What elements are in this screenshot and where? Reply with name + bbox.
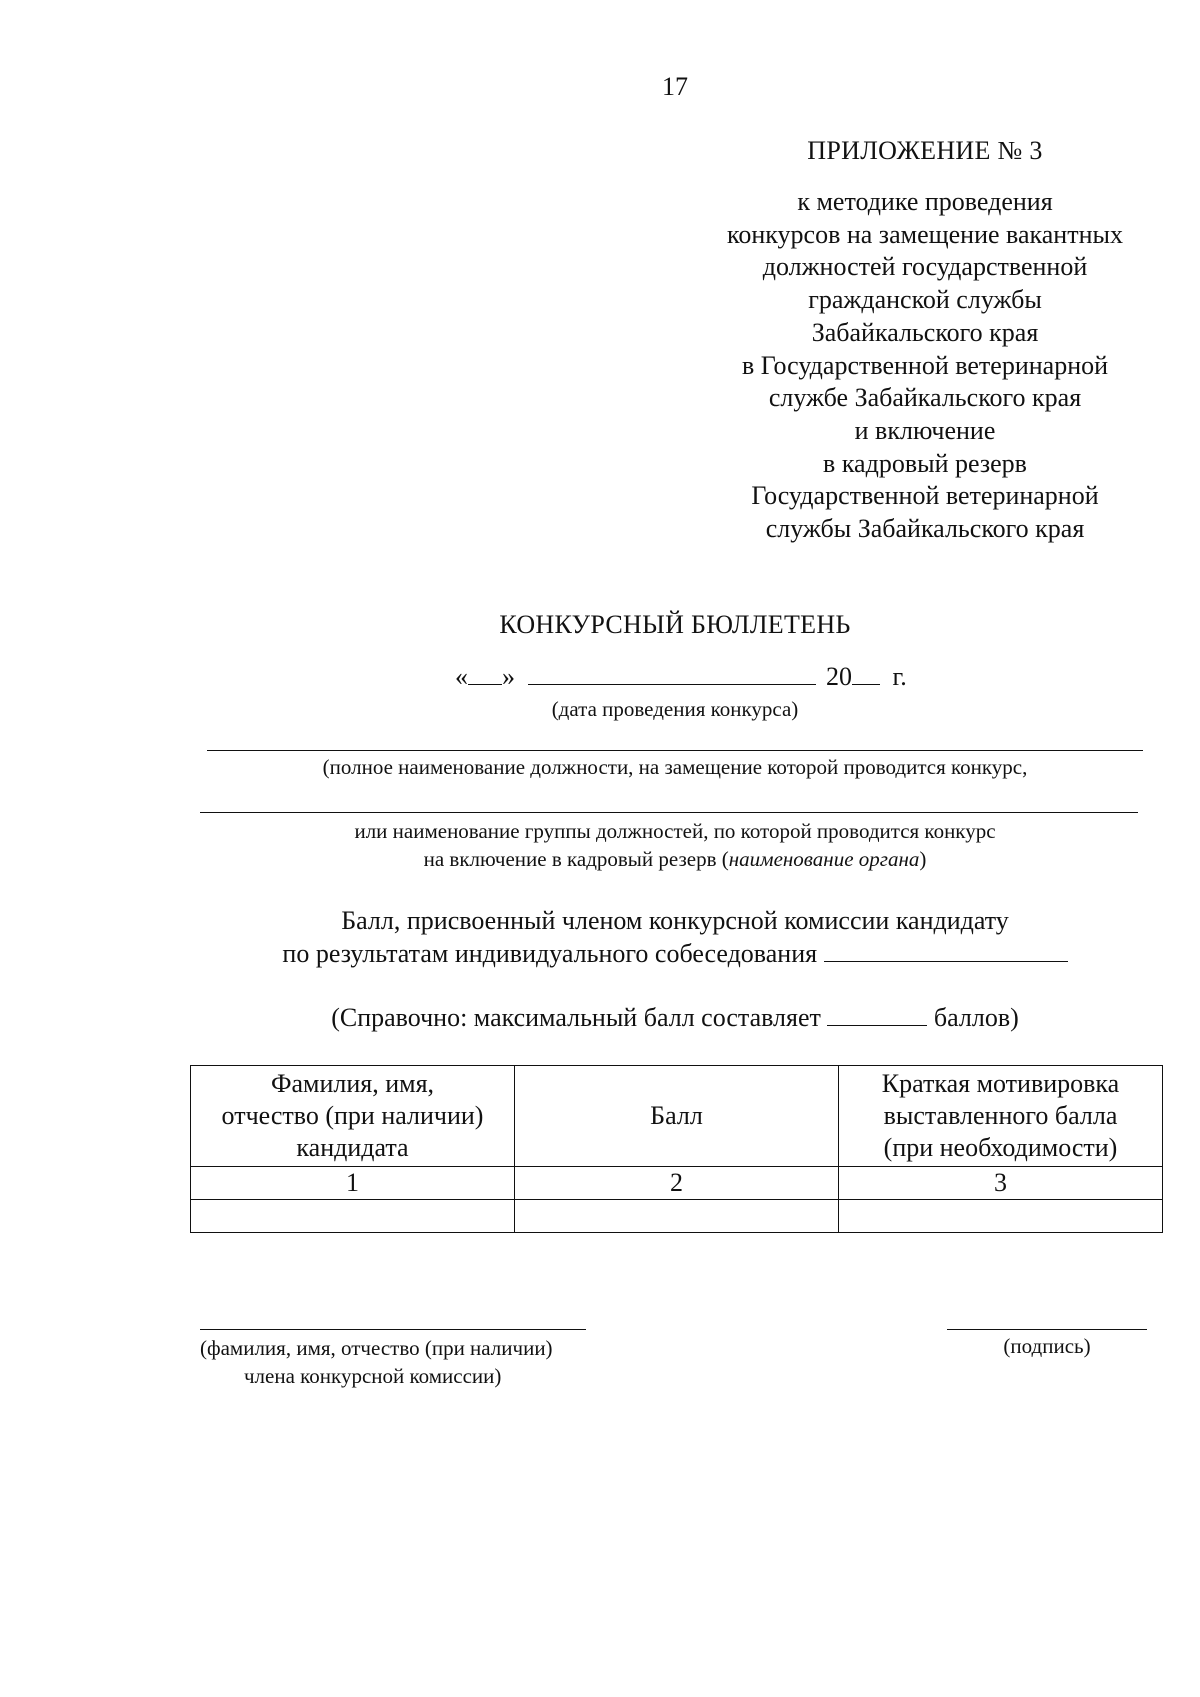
table-number-row bbox=[191, 1167, 1163, 1200]
max-score-blank bbox=[827, 1001, 927, 1026]
year-blank bbox=[852, 660, 880, 685]
score-cell[interactable] bbox=[515, 1200, 839, 1233]
header-line: кандидата bbox=[296, 1133, 409, 1162]
annex-title: ПРИЛОЖЕНИЕ № 3 bbox=[807, 136, 1043, 165]
signature-caption: (подпись) bbox=[1003, 1334, 1091, 1358]
date-close-quote: » bbox=[502, 662, 515, 691]
motivation-cell[interactable] bbox=[839, 1200, 1163, 1233]
page-number: 17 bbox=[662, 72, 688, 101]
date-row bbox=[455, 660, 907, 692]
year-suffix: г. bbox=[892, 662, 907, 691]
column-number: 1 bbox=[191, 1167, 515, 1200]
member-name-caption-line-1: (фамилия, имя, отчество (при наличии) bbox=[200, 1336, 553, 1360]
score-statement bbox=[0, 905, 1200, 970]
month-blank bbox=[528, 660, 816, 685]
year-prefix: 20 bbox=[826, 662, 852, 691]
column-number: 2 bbox=[515, 1167, 839, 1200]
max-score-suffix: баллов) bbox=[933, 1003, 1019, 1032]
organ-name-italic: наименование органа bbox=[728, 847, 920, 871]
position-group-blank-line bbox=[200, 812, 1138, 813]
header-line: Фамилия, имя, bbox=[270, 1069, 435, 1098]
position-blank-line bbox=[207, 750, 1143, 751]
reserve-caption-line bbox=[0, 845, 1200, 873]
position-group-caption bbox=[0, 817, 1200, 873]
reserve-caption-prefix: на включение в кадровый резерв ( bbox=[423, 847, 729, 871]
header-line: Краткая мотивировка bbox=[881, 1069, 1120, 1098]
member-name-blank-line bbox=[200, 1329, 586, 1330]
day-blank bbox=[468, 660, 502, 685]
score-line-2-text: по результатам индивидуального собеседования bbox=[282, 939, 818, 968]
max-score-note bbox=[0, 1001, 1200, 1033]
table-row bbox=[191, 1200, 1163, 1233]
position-caption: (полное наименование должности, на замещение которой проводится конкурс, bbox=[322, 755, 1028, 779]
candidate-name-cell[interactable] bbox=[191, 1200, 515, 1233]
header-candidate-name bbox=[191, 1066, 515, 1167]
annex-line: в кадровый резерв bbox=[823, 448, 1027, 478]
member-name-caption bbox=[200, 1334, 553, 1390]
annex-line: Забайкальского края bbox=[811, 317, 1039, 347]
member-name-caption-line-2: члена конкурсной комиссии) bbox=[244, 1364, 502, 1388]
signature-blank-line bbox=[947, 1329, 1147, 1330]
annex-line: Государственной ветеринарной bbox=[751, 481, 1099, 511]
annex-line: службе Забайкальского края bbox=[768, 383, 1082, 413]
annex-line: службы Забайкальского края bbox=[765, 514, 1085, 544]
annex-line: к методике проведения bbox=[797, 187, 1053, 216]
max-score-prefix: (Справочно: максимальный балл составляет bbox=[331, 1003, 821, 1032]
position-group-caption-line: или наименование группы должностей, по которой проводится конкурс bbox=[354, 819, 996, 843]
annex-subtitle bbox=[690, 186, 1160, 546]
bulletin-title: КОНКУРСНЫЙ БЮЛЛЕТЕНЬ bbox=[499, 610, 851, 639]
header-line: выставленного балла bbox=[883, 1101, 1118, 1130]
score-line-1: Балл, присвоенный членом конкурсной комиссии кандидату bbox=[341, 906, 1009, 935]
annex-line: гражданской службы bbox=[808, 285, 1042, 315]
column-number: 3 bbox=[839, 1167, 1163, 1200]
date-open-quote: « bbox=[455, 662, 468, 691]
score-table bbox=[190, 1065, 1163, 1233]
score-blank bbox=[824, 937, 1068, 962]
annex-line: и включение bbox=[854, 415, 996, 445]
header-score bbox=[515, 1066, 839, 1167]
date-caption: (дата проведения конкурса) bbox=[551, 697, 799, 721]
annex-line: конкурсов на замещение вакантных bbox=[727, 219, 1123, 249]
annex-line: в Государственной ветеринарной bbox=[741, 350, 1109, 380]
annex-line: должностей государственной bbox=[762, 252, 1088, 282]
reserve-caption-suffix: ) bbox=[919, 847, 927, 871]
header-line: Балл bbox=[650, 1101, 703, 1130]
score-line-2 bbox=[0, 937, 1200, 970]
header-motivation bbox=[839, 1066, 1163, 1167]
header-line: (при необходимости) bbox=[883, 1133, 1118, 1162]
header-line: отчество (при наличии) bbox=[221, 1101, 484, 1130]
table-header-row bbox=[191, 1066, 1163, 1167]
